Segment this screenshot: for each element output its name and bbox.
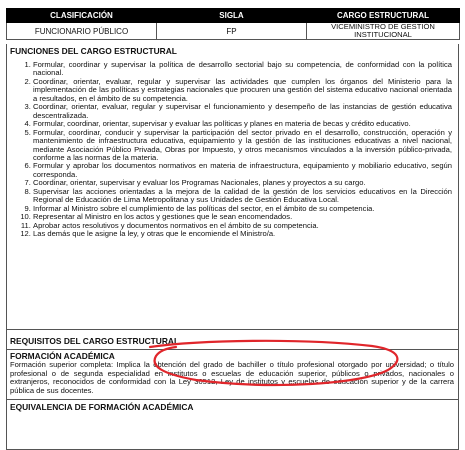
function-item: 10. Representar al Ministro en los actos y gestiones que le sean encomendados. [33, 213, 452, 221]
position-value: VICEMINISTRO DE GESTIÓN INSTITUCIONAL [307, 23, 460, 40]
function-item: 11. Aprobar actos resolutivos y documentos normativos en el ámbito de su competencia. [33, 222, 452, 230]
header-value-row [7, 23, 460, 40]
function-item: 3. Coordinar, orientar, evaluar, regular y supervisar el funcionamiento y desempeño de las instancias de gestión educativa descentralizada. [33, 103, 452, 120]
academic-formation-body: Implica la obtención del grado de bachiller o título profesional otorgado por universidad; o título profesional o de segunda especialidad en institutos o escuelas de educación superior, públicos o privados, nacionales o extranjeros, reconocidos de conformidad con la Ley 30512, Ley de institutos y escuelas de educación superior y de la carrera pública de sus docentes. [10, 360, 454, 395]
function-item: 8. Supervisar las acciones orientadas a la mejora de la calidad de la gestión de los servicios educativos en la Dirección Regional de Educación de Lima Metropolitana y sus Unidades de Gestión Educativa Local. [33, 188, 452, 205]
function-item: 5. Formular, coordinar, conducir y supervisar la participación del sector privado en el desarrollo, construcción, operación y mantenimiento de infraestructura educativa, equipamiento y la gestión de las instituciones educativas a nivel nacional, mediante Asociación Público Privada, Obras por Impuesto, y otros mecanismos vinculados a la inversión público-privada, conforme a las normas de la materia. [33, 129, 452, 163]
functions-title: FUNCIONES DEL CARGO ESTRUCTURAL [10, 46, 177, 56]
function-item: 2. Coordinar, orientar, evaluar, regular y supervisar las actividades que cumplen los órganos del Ministerio para la implementación de las políticas y estrategias nacionales que procuren una gestión del sistema educativo nacional orientada a resultados, en el ámbito de su competencia. [33, 78, 452, 103]
position-header-table [6, 8, 460, 40]
acronym-value: FP [157, 23, 307, 40]
function-item: 12. Las demás que le asigne la ley, y otras que le encomiende el Ministro/a. [33, 230, 452, 238]
functions-list [7, 61, 458, 239]
function-item: 4. Formular, coordinar, orientar, supervisar y evaluar las políticas y planes en materia de becas y crédito educativo. [33, 120, 452, 128]
classification-value: FUNCIONARIO PÚBLICO [7, 23, 157, 40]
classification-header: CLASIFICACIÓN [7, 9, 157, 23]
acronym-header: SIGLA [157, 9, 307, 23]
requisites-title: REQUISITOS DEL CARGO ESTRUCTURAL [10, 336, 180, 346]
academic-formation-title: FORMACIÓN ACADÉMICA [10, 351, 115, 361]
header-label-row [7, 9, 460, 23]
academic-formation-label: Formación superior completa: [10, 360, 114, 369]
functions-section [6, 44, 459, 330]
function-item: 1. Formular, coordinar y supervisar la política de desarrollo sectorial bajo su competencia, de conformidad con la política nacional. [33, 61, 452, 78]
requisites-section [6, 329, 459, 450]
function-item: 7. Coordinar, orientar, supervisar y evaluar los Programas Nacionales, planes y proyectos a su cargo. [33, 179, 452, 187]
position-header: CARGO ESTRUCTURAL [307, 9, 460, 23]
function-item: 6. Formular y aprobar los documentos normativos en materia de infraestructura, equipamiento y mobiliario educativo, según corresponda. [33, 162, 452, 179]
equivalence-title: EQUIVALENCIA DE FORMACIÓN ACADÉMICA [10, 402, 194, 413]
function-item: 9. Informar al Ministro sobre el cumplimiento de las políticas del sector, en el ámbito de su competencia. [33, 205, 452, 213]
academic-formation-text [7, 361, 458, 395]
